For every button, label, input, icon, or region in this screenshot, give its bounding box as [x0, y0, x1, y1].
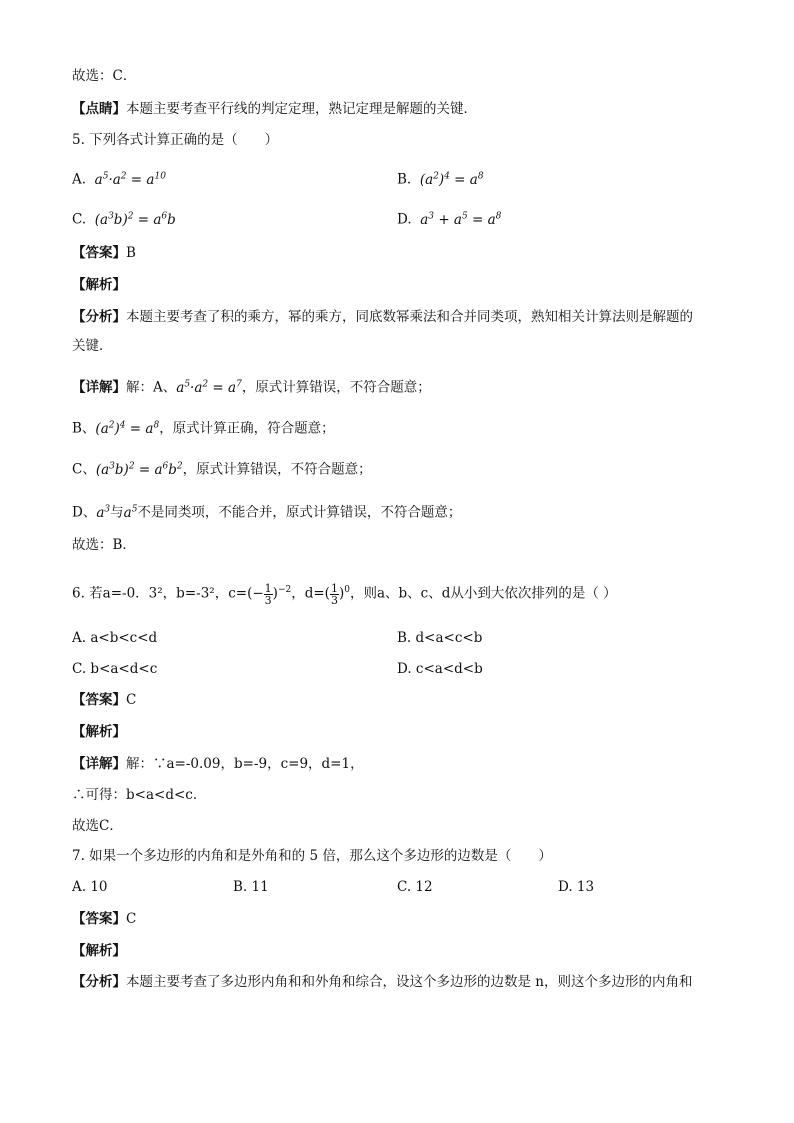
q5-guxuan: 故选：B．: [72, 537, 136, 553]
q7-analysis-title: 【解析】: [72, 943, 126, 959]
fraction-d: $\frac{1}{3}$: [330, 581, 338, 607]
q6-option-a: A. a<b<c<d: [72, 630, 158, 646]
q5-fenxi-cont: 关键．: [72, 338, 113, 354]
comment-line: [72, 99, 477, 119]
q5-option-b-formula: $(a^2)^4 = a^8$: [419, 171, 484, 188]
q5-fenxi: 【分析】本题主要考查了积的乘方，幂的乘方，同底数幂乘法和合并同类项，熟知相关计算法则是解题的: [72, 309, 693, 325]
q6-answer: 【答案】C: [72, 692, 137, 708]
q7-option-b: B. 11: [233, 879, 269, 895]
q7-fenxi: 【分析】本题主要考查了多边形内角和和外角和综合，设这个多边形的边数是 n，则这个多边形的内角和: [72, 974, 693, 990]
fraction-c: $\frac{1}{3}$: [264, 581, 272, 607]
q6-option-d: D. c<a<d<b: [397, 661, 483, 677]
q5-xiangjie-d: D、$a^3$与$a^5$不是同类项，不能合并，原式计算错误，不符合题意；: [72, 504, 462, 521]
q5-answer: 【答案】B: [72, 245, 136, 261]
q5-analysis-title: 【解析】: [72, 277, 126, 293]
q7-answer: 【答案】C: [72, 911, 137, 927]
question-5: 5. 下列各式计算正确的是（ ）: [72, 132, 279, 148]
q7-option-c: C. 12: [397, 879, 433, 895]
q6-xiangjie: 【详解】解：∵a=-0.09，b=-9，c=9，d=1，: [72, 756, 364, 772]
q5-option-a-formula: $a^5\cdot a^2 = a^{10}$: [94, 171, 166, 188]
q5-option-d: D. $a^3 + a^5 = a^8$: [397, 211, 502, 228]
comment-text: 本题主要考查平行线的判定定理，熟记定理是解题的关键．: [126, 101, 477, 117]
comment-tag: 【点睛】: [72, 101, 126, 117]
q5-option-a: A. $a^5\cdot a^2 = a^{10}$: [72, 171, 166, 188]
q5-xiangjie-a: 【详解】解：A、$a^5\cdot a^2 = a^7$，原式计算错误，不符合题意；: [72, 379, 431, 396]
q6-kede: ∴可得：b<a<d<c．: [72, 787, 207, 803]
q5-option-c-formula: $(a^3b)^2 = a^6b$: [94, 211, 176, 228]
q6-guxuan: 故选C．: [72, 818, 123, 834]
q5-option-b: B. $(a^2)^4 = a^8$: [397, 171, 484, 188]
q7-option-a: A. 10: [72, 879, 108, 895]
q6-option-c: C. b<a<d<c: [72, 661, 158, 677]
q5-xiangjie-c: C、$(a^3b)^2 = a^6b^2$，原式计算错误，不符合题意；: [72, 461, 372, 478]
q5-option-c: C. $(a^3b)^2 = a^6b$: [72, 211, 176, 228]
question-7: 7. 如果一个多边形的内角和是外角和的 5 倍，那么这个多边形的边数是（ ）: [72, 848, 552, 864]
q5-option-d-formula: $a^3 + a^5 = a^8$: [420, 211, 502, 228]
q5-xiangjie-b: B、$(a^2)^4 = a^8$，原式计算正确，符合题意；: [72, 420, 335, 437]
q6-analysis-title: 【解析】: [72, 724, 126, 740]
q6-option-b: B. d<a<c<b: [397, 630, 483, 646]
question-6: 6. 若a=-0．3²，b=-3²，c=(− $\frac{1}{3}$ )$^{-2}$，d=( $\frac{1}{3}$ )$^0$，则a、b、c、d从小到大依次排列的是（ ）: [72, 581, 617, 607]
answer-conclusion: 故选：C．: [72, 68, 137, 84]
q7-option-d: D. 13: [558, 879, 595, 895]
